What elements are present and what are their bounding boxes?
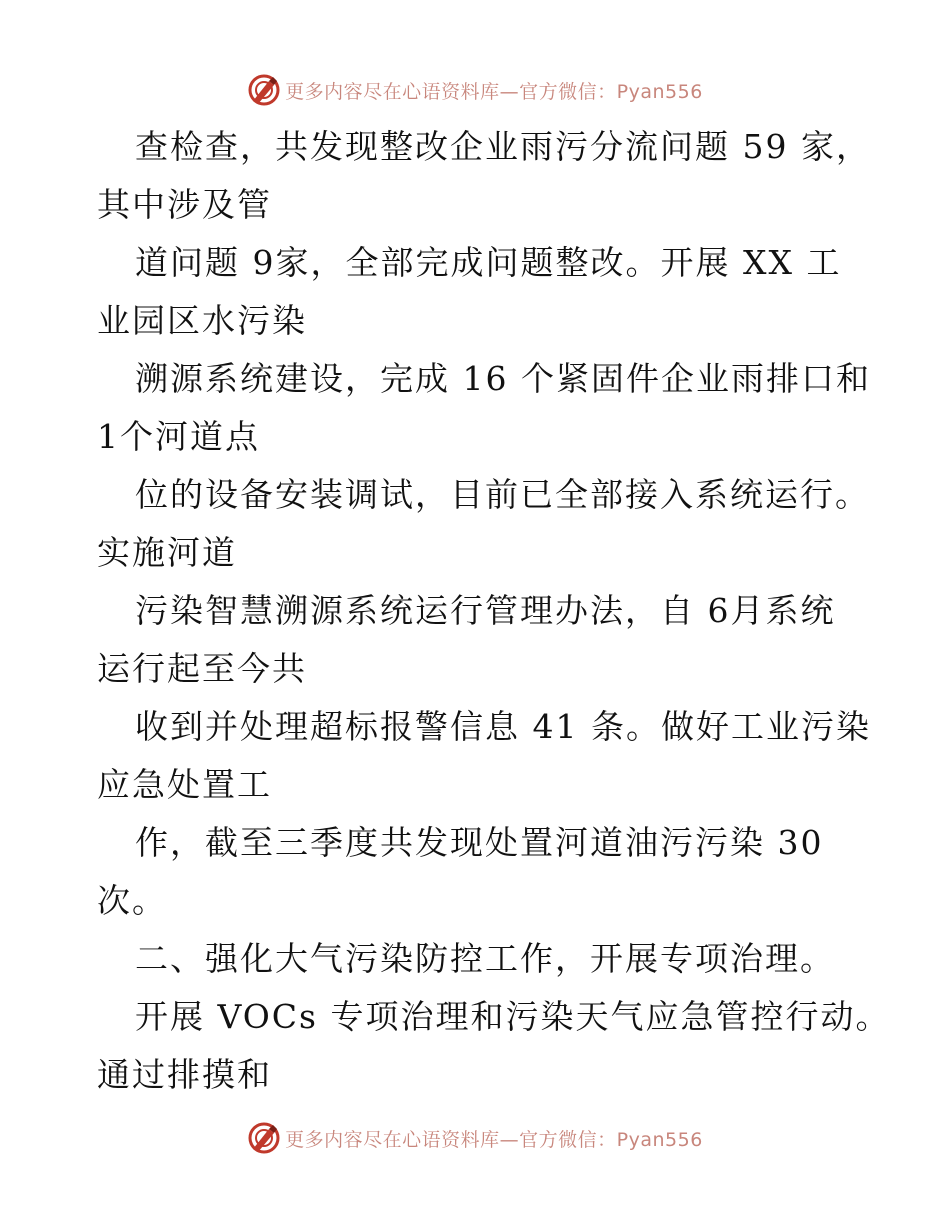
- header-banner: [0, 70, 950, 110]
- footer-banner: [0, 1118, 950, 1158]
- text-line: 业园区水污染: [97, 301, 307, 340]
- text-line: 收到并处理超标报警信息 41 条。做好工业污染: [135, 707, 871, 746]
- text-line: 开展 VOCs 专项治理和污染天气应急管控行动。: [135, 997, 891, 1036]
- text-line: 位的设备安装调试，目前已全部接入系统运行。: [135, 475, 870, 514]
- pen-logo-icon: [247, 1121, 281, 1155]
- pen-logo-icon: [247, 73, 281, 107]
- footer-banner-text: 更多内容尽在心语资料库—官方微信：Pyan556: [285, 1128, 703, 1151]
- text-line: 污染智慧溯源系统运行管理办法，自 6月系统: [135, 591, 836, 630]
- text-line: 查检查，共发现整改企业雨污分流问题 59 家，: [135, 127, 871, 166]
- text-line: 其中涉及管: [97, 185, 272, 224]
- document-body: [97, 118, 891, 1104]
- text-line: 应急处置工: [97, 765, 272, 804]
- header-banner-text: 更多内容尽在心语资料库—官方微信：Pyan556: [285, 80, 703, 103]
- text-line: 道问题 9家，全部完成问题整改。开展 XX 工: [135, 243, 842, 282]
- text-line: 通过排摸和: [97, 1055, 272, 1094]
- section-heading: 二、强化大气污染防控工作，开展专项治理。: [135, 939, 835, 978]
- text-line: 作，截至三季度共发现处置河道油污污染 30: [135, 823, 824, 862]
- text-line: 运行起至今共: [97, 649, 307, 688]
- text-line: 次。: [97, 881, 167, 920]
- text-line: 溯源系统建设，完成 16 个紧固件企业雨排口和: [135, 359, 871, 398]
- text-line: 实施河道: [97, 533, 237, 572]
- text-line: 1个河道点: [97, 417, 260, 456]
